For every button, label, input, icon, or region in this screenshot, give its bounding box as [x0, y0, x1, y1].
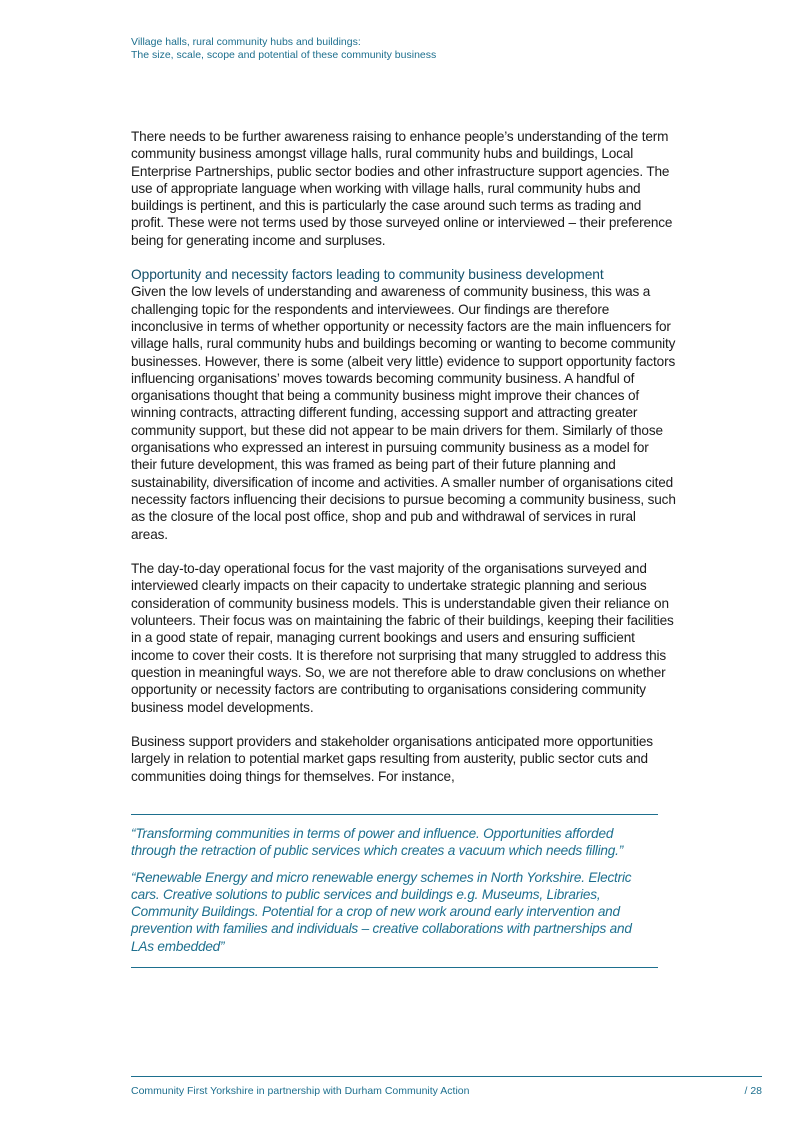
footer-divider — [131, 1076, 762, 1077]
paragraph-business-support: Business support providers and stakeholder organisations anticipated more opportunities largely in relation to potential market gaps resulting from austerity, public sector cuts and communities doing things for themselves. For instance, — [131, 734, 653, 784]
paragraph-operational-focus: The day-to-day operational focus for the vast majority of the organisations surveyed and interviewed clearly impacts on their capacity to undertake strategic planning and serious consideration of community business models. This is understandable given their reliance on volunteers. Their focus was on maintaining the fabric of their buildings, keeping their facilities in a good state of repair, managing current bookings and users and ensuring sufficient income to cover their costs. It is therefore not surprising that many struggled to address this question in meaningful ways. So, we are not therefore able to draw conclusions on whether opportunity or necessity factors are contributing to organisations considering community business model developments. — [131, 561, 674, 715]
page-number: / 28 — [744, 1085, 762, 1097]
quote-2: “Renewable Energy and micro renewable energy schemes in North Yorkshire. Electric cars. Creative solutions to public services and buildings e.g. Museums, Libraries, Community Buildings. Potential for a crop of new work around early intervention and prevention with families and individuals – creative collaborations with partnerships and LAs embedded” — [131, 869, 632, 954]
main-content — [131, 128, 676, 785]
running-header-line-1: Village halls, rural community hubs and buildings: — [131, 36, 361, 48]
quote-block — [131, 814, 658, 968]
running-header-line-2: The size, scale, scope and potential of these community business — [131, 49, 437, 61]
paragraph-awareness: There needs to be further awareness raising to enhance people’s understanding of the term community business amongst village halls, rural community hubs and buildings, Local Enterprise Partnerships, public sector bodies and other infrastructure support agencies. The use of appropriate language when working with village halls, rural community hubs and buildings is pertinent, and this is particularly the case around such terms as trading and profit. These were not terms used by those surveyed online or interviewed – their preference being for generating income and surpluses. — [131, 129, 673, 248]
footer-organisation: Community First Yorkshire in partnership with Durham Community Action — [131, 1085, 470, 1097]
quote-1: “Transforming communities in terms of power and influence. Opportunities afforded through the retraction of public services which creates a vacuum which needs filling.” — [131, 826, 624, 859]
section-heading: Opportunity and necessity factors leading to community business development — [131, 267, 604, 283]
paragraph-findings: Given the low levels of understanding and awareness of community business, this was a challenging topic for the respondents and interviewees. Our findings are therefore inconclusive in terms of whether opportunity or necessity factors are the main influencers for village halls, rural community hubs and buildings becoming or wanting to become community businesses. However, there is some (albeit very little) evidence to support opportunity factors influencing organisations’ moves towards becoming community business. A handful of organisations thought that being a community business might improve their chances of winning contracts, attracting different funding, accessing support and attracting greater community support, but these did not appear to be main drivers for them. Similarly of those organisations who expressed an interest in pursuing community business as a model for their future development, this was framed as being part of their future planning and sustainability, diversification of income and activities. A smaller number of organisations cited necessity factors influencing their decisions to pursue becoming a community business, such as the closure of the local post office, shop and pub and withdrawal of services in rural areas. — [131, 284, 676, 542]
running-header — [131, 36, 436, 62]
